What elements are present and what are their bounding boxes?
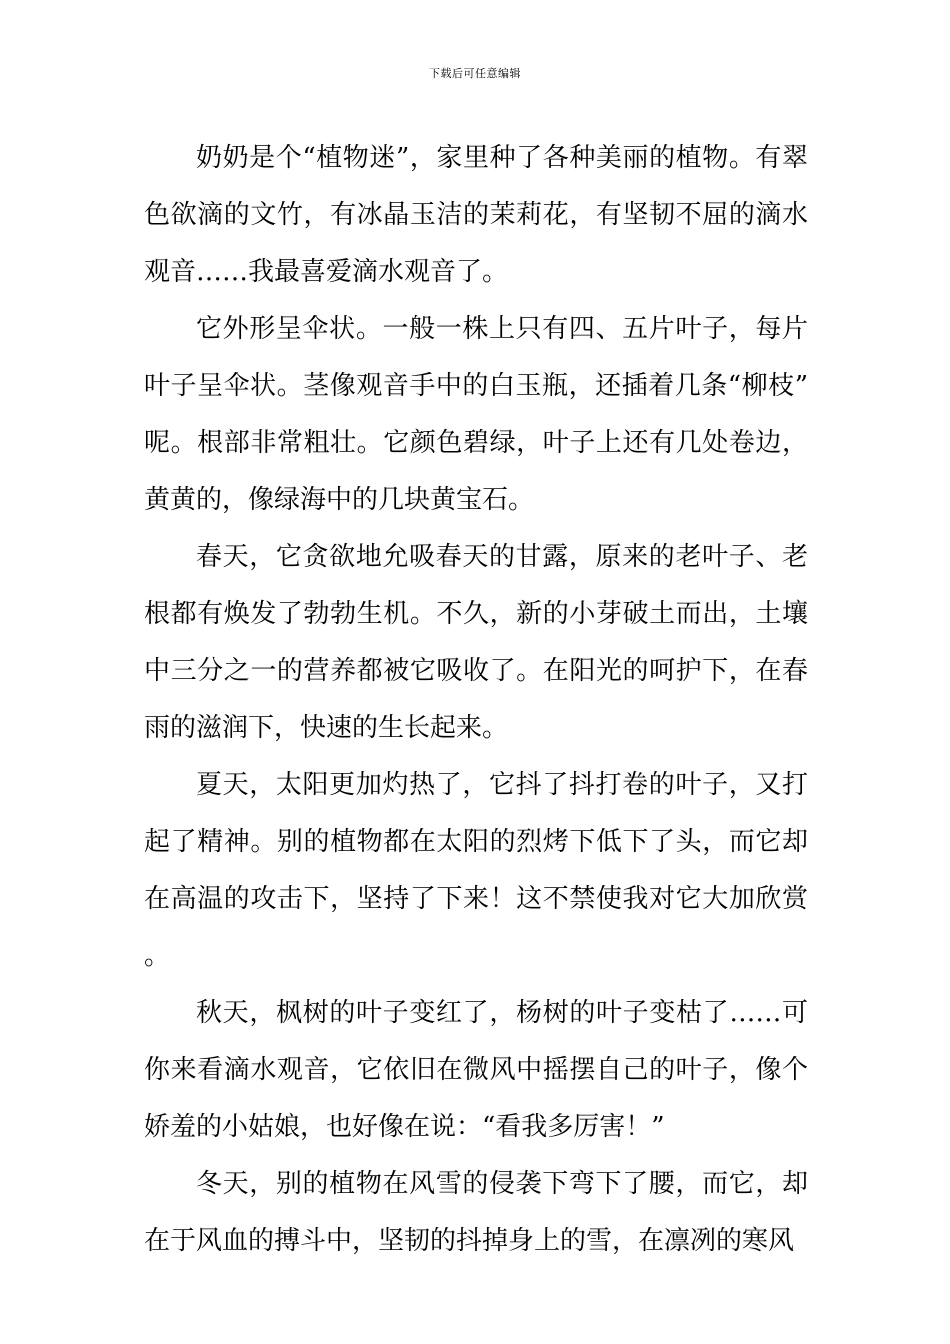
paragraph-6: 冬天，别的植物在风雪的侵袭下弯下了腰，而它，却在于风血的搏斗中，坚韧的抖掉身上的雪，在凛冽的寒风 [144, 1169, 808, 1256]
paragraph-1: 奶奶是个“植物迷”，家里种了各种美丽的植物。有翠色欲滴的文竹，有冰晶玉洁的茉莉花，有坚韧不屈的滴水观音……我最喜爱滴水观音了。 [144, 143, 808, 287]
paragraph-4: 夏天，太阳更加灼热了，它抖了抖打卷的叶子，又打起了精神。别的植物都在太阳的烈烤下低下了头，而它却在高温的攻击下，坚持了下来！这不禁使我对它大加欣赏。 [144, 770, 808, 971]
paragraph-2: 它外形呈伞状。一般一株上只有四、五片叶子，每片叶子呈伞状。茎像观音手中的白玉瓶，还插着几条“柳枝”呢。根部非常粗壮。它颜色碧绿，叶子上还有几处卷边，黄黄的，像绿海中的几块黄宝石。 [144, 314, 808, 515]
paragraph-3: 春天，它贪欲地允吸春天的甘露，原来的老叶子、老根都有焕发了勃勃生机。不久，新的小芽破土而出，土壤中三分之一的营养都被它吸收了。在阳光的呵护下，在春雨的滋润下，快速的生长起来。 [144, 542, 808, 743]
page-header: 下载后可任意编辑 [429, 67, 521, 80]
paragraph-5: 秋天，枫树的叶子变红了，杨树的叶子变枯了……可你来看滴水观音，它依旧在微风中摇摆自己的叶子，像个娇羞的小姑娘，也好像在说：“看我多厉害！” [144, 998, 808, 1142]
document-body [144, 130, 808, 1270]
